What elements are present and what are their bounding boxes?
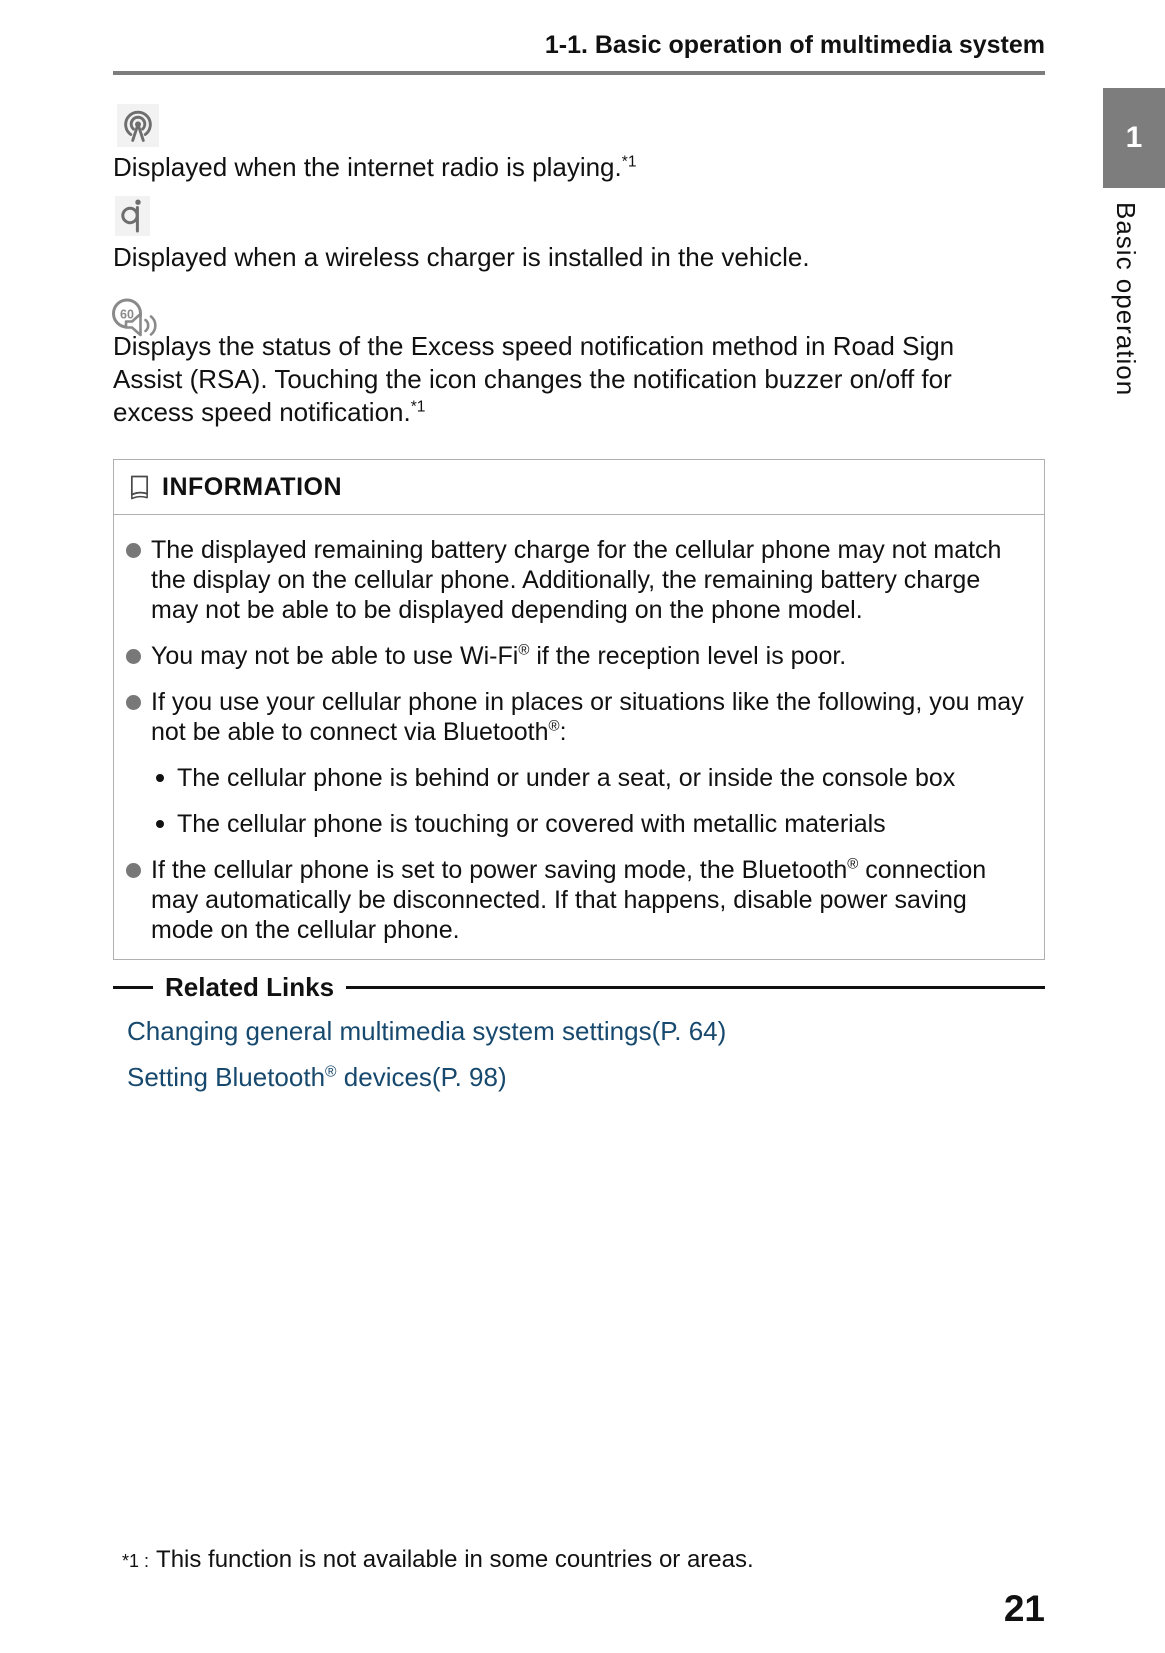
bullet-icon xyxy=(126,695,141,710)
bullet-icon xyxy=(126,543,141,558)
information-box-header xyxy=(114,460,1044,515)
chapter-side-label: Basic operation xyxy=(1111,202,1141,397)
footnote-text: This function is not available in some countries or areas. xyxy=(156,1546,754,1573)
wireless-charger-description: Displayed when a wireless charger is installed in the vehicle. xyxy=(113,242,810,272)
related-link-bluetooth-devices[interactable]: Setting Bluetooth® devices(P. 98) xyxy=(127,1062,507,1092)
sub-bullet-icon xyxy=(156,820,164,828)
information-title: INFORMATION xyxy=(162,472,343,501)
info-item-text: The cellular phone is behind or under a seat, or inside the console box xyxy=(177,764,956,792)
bullet-icon xyxy=(126,863,141,878)
info-item xyxy=(126,855,1028,945)
information-box xyxy=(113,459,1045,960)
book-icon xyxy=(128,474,151,501)
page-number: 21 xyxy=(1003,1588,1045,1629)
footnote-marker: *1 : xyxy=(122,1551,150,1571)
speed-notification-description: Displays the status of the Excess speed notification method in Road Sign Assist (RSA). Touching the icon changes the notification buzzer on/off for excess speed notification.$^{*1}$ xyxy=(113,331,955,427)
chapter-tab-number: 1 xyxy=(1125,121,1143,154)
info-item-text: You may not be able to use Wi-Fi® if the reception level is poor. xyxy=(151,641,847,670)
internet-radio-glyph xyxy=(121,108,155,144)
info-sub-item xyxy=(156,763,1028,793)
header-rule xyxy=(113,71,1045,75)
internet-radio-icon xyxy=(117,104,159,147)
page-title: 1-1. Basic operation of multimedia system xyxy=(544,31,1045,59)
footnote xyxy=(122,1546,754,1574)
info-item xyxy=(126,641,1028,671)
related-links-section xyxy=(113,972,1045,1094)
information-box-body xyxy=(114,515,1044,959)
related-links-title: Related Links xyxy=(165,972,335,1002)
info-item xyxy=(126,535,1028,625)
info-item xyxy=(126,687,1028,747)
sub-bullet-icon xyxy=(156,774,164,782)
info-item-text: The cellular phone is touching or covered with metallic materials xyxy=(177,810,886,838)
speed-sign-value: 60 xyxy=(120,307,134,322)
internet-radio-description: Displayed when the internet radio is playing.$^{*1}$ xyxy=(113,152,637,182)
bullet-icon xyxy=(126,649,141,664)
qi-glyph xyxy=(120,199,146,233)
chapter-tab xyxy=(1103,88,1165,188)
info-sub-item xyxy=(156,809,1028,839)
info-item-text: If the cellular phone is set to power saving mode, the Bluetooth® connection may automatically be disconnected. If that happens, disable power saving mode on the cellular phone. xyxy=(151,855,987,944)
qi-wireless-charger-icon xyxy=(115,196,150,236)
related-links-header xyxy=(113,972,1045,1003)
related-links-rule xyxy=(346,986,1045,989)
info-item-text: The displayed remaining battery charge for the cellular phone may not match the display on the cellular phone. Additionally, the remaining battery charge may not be able to be displayed depending on the phone model. xyxy=(151,536,1002,624)
related-links-dash xyxy=(113,986,153,989)
info-item-text: If you use your cellular phone in places or situations like the following, you may not be able to connect via Bluetooth®: xyxy=(151,688,1024,746)
related-link-multimedia-settings[interactable]: Changing general multimedia system settings(P. 64) xyxy=(127,1016,727,1046)
